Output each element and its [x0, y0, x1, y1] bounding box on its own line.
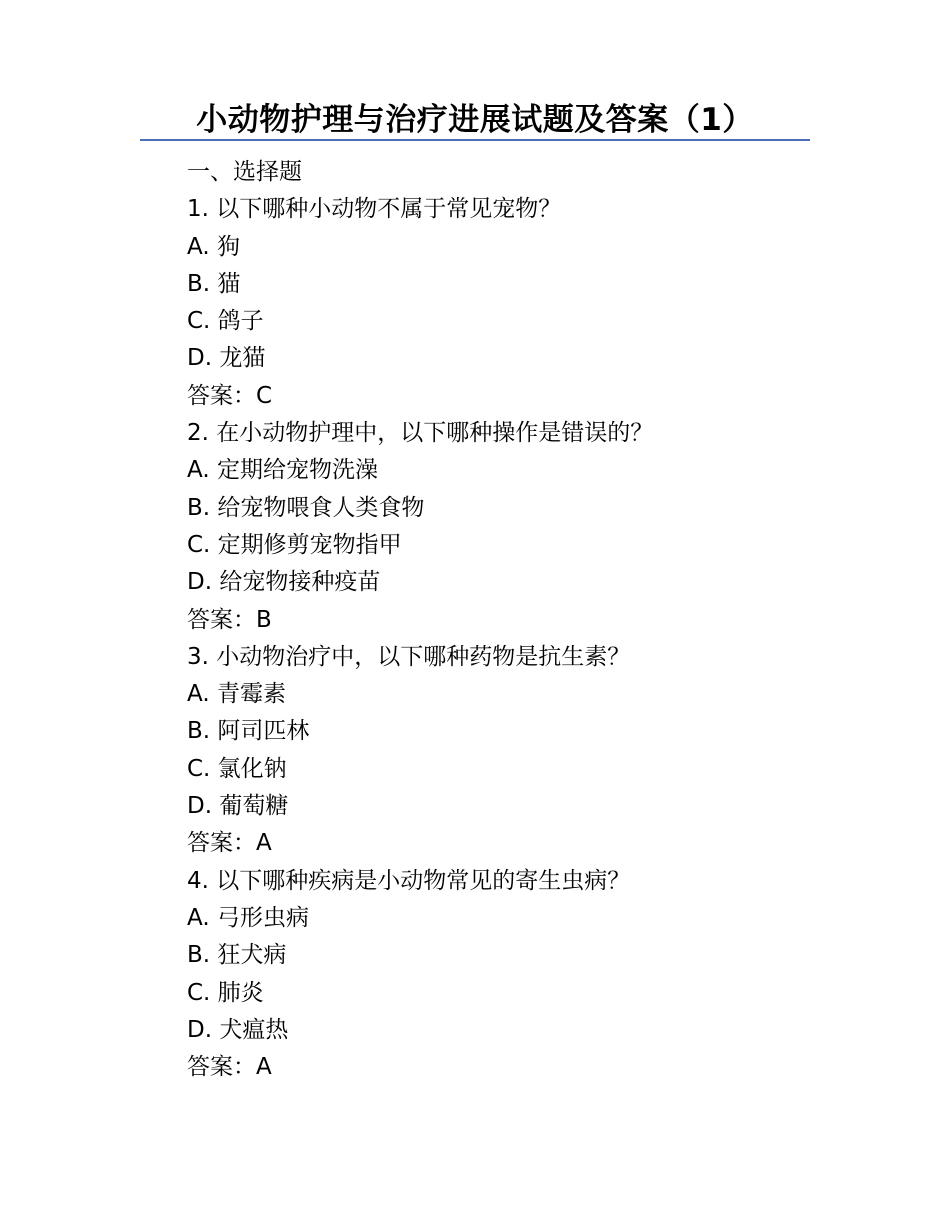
- option-b: B. 狂犬病: [187, 942, 287, 969]
- section-heading: 一、选择题: [187, 159, 302, 185]
- title-underline: [140, 139, 810, 141]
- option-a: A. 青霉素: [187, 681, 286, 708]
- option-c: C. 肺炎: [187, 979, 264, 1006]
- question-text: 4. 以下哪种疾病是小动物常见的寄生虫病？: [187, 867, 631, 894]
- option-b: B. 给宠物喂食人类食物: [187, 494, 425, 521]
- option-a: A. 狗: [187, 233, 240, 260]
- option-c: C. 定期修剪宠物指甲: [187, 531, 402, 558]
- option-a: A. 弓形虫病: [187, 904, 309, 931]
- answer-text: 答案：C: [187, 382, 273, 409]
- question-block-2: [187, 415, 807, 639]
- question-text: 3. 小动物治疗中，以下哪种药物是抗生素？: [187, 643, 631, 670]
- answer-text: 答案：A: [187, 830, 272, 857]
- question-block-1: [187, 191, 807, 415]
- option-b: B. 猫: [187, 270, 241, 297]
- document-title: 小动物护理与治疗进展试题及答案（1）: [196, 102, 754, 138]
- option-d: D. 犬瘟热: [187, 1016, 289, 1043]
- option-b: B. 阿司匹林: [187, 718, 310, 745]
- option-d: D. 给宠物接种疫苗: [187, 569, 381, 596]
- answer-text: 答案：A: [187, 1054, 272, 1081]
- document-body: [187, 154, 807, 1086]
- question-text: 2. 在小动物护理中，以下哪种操作是错误的？: [187, 420, 654, 447]
- option-c: C. 鸽子: [187, 308, 264, 335]
- question-block-3: [187, 639, 807, 863]
- answer-text: 答案：B: [187, 606, 272, 633]
- option-d: D. 葡萄糖: [187, 793, 289, 820]
- question-text: 1. 以下哪种小动物不属于常见宠物？: [187, 196, 562, 223]
- option-c: C. 氯化钠: [187, 755, 287, 782]
- question-block-4: [187, 863, 807, 1087]
- option-d: D. 龙猫: [187, 345, 266, 372]
- option-a: A. 定期给宠物洗澡: [187, 457, 378, 484]
